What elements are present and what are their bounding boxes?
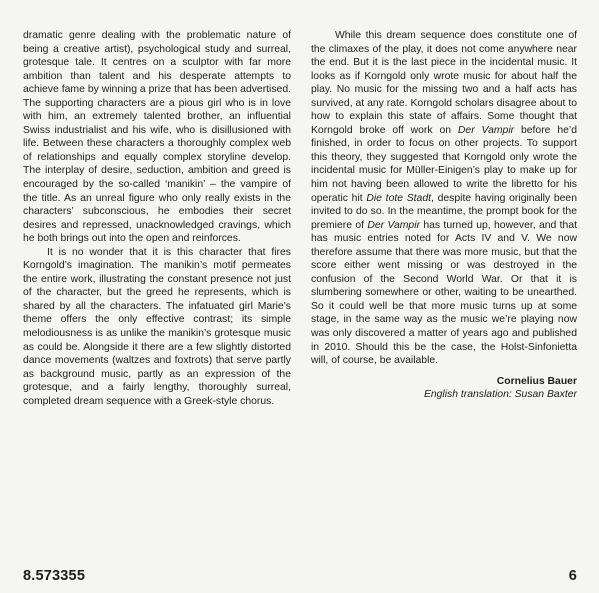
work-title: Der Vampir — [367, 219, 420, 231]
translator-credit: English translation: Susan Baxter — [423, 389, 577, 401]
paragraph — [311, 29, 577, 368]
text-run: While this dream sequence does constitute one of the climaxes of the play, it does not come anywhere near the end. But it is the last piece in the incidental music. It looks as if Korngold only wrote music for about half the play. No music for the missing two and a half acts has survived, at any rate. Korngold scholars disagree about to how to explain this state of affairs. Some thought that Korngold broke off work on — [311, 30, 577, 136]
catalog-number: 8.573355 — [23, 568, 86, 584]
work-title: Der Vampir — [457, 124, 515, 136]
paragraph: dramatic genre dealing with the problematic nature of being a creative artist), psychological study and surreal, grotesque tale. It centres on a sculptor with far more ambition than talent and his desperate attempts to achieve fame by winning a prize that has been advertised. The supporting characters are a pious girl who is in love with him, an extremely talented brother, an influential Swiss industrialist and his wife, who is disillusioned with life. Between these characters a thoroughly complex web of relationships and equally complex storyline develop. The interplay of desire, seduction, ambition and greed is encouraged by the so-called ‘manikin’ – the vampire of the title. As an unreal figure who only really exists in the characters’ subconscious, he embodies their secret desires and repressed, unacknowledged cravings, which he both brings out into the open and reinforces. — [23, 30, 291, 245]
page-number: 6 — [568, 568, 577, 584]
text-run: has turned up, however, and that has music entries noted for Acts IV and V. We now therefore assume that there was more music, but that the score either went missing or was destroyed in the confusion of the Second World War. Or that it is slumbering somewhere or other, waiting to be unearthed. So it could well be that more music turns up at some stage, in the same way as the music we’re playing now was only discovered a matter of years ago and published in 2010. Should this be the case, the Holst-Sinfonietta will, of course, be available. — [311, 219, 577, 367]
right-column — [311, 29, 577, 402]
left-column — [23, 29, 291, 408]
paragraph: It is no wonder that it is this character that fires Korngold’s imagination. The manikin’s motif permeates the entire work, illustrating the constant presence not just of the character, but the greed he represents, which is shared by all the characters. The infatuated girl Marie’s theme offers the only effective contrast; its simple melodiousness is as unlike the manikin’s grotesque music as could be. Alongside it there are a few slightly distorted dance movements (waltzes and foxtrots) that serve partly as background music, partly as an expression of the grotesque, and a fairly lengthy, thoroughly surreal, completed dream sequence with a Greek-style chorus. — [23, 246, 291, 407]
work-title: Die tote Stadt — [366, 192, 431, 204]
text-run: before he’d finished, in order to focus on other projects. To support this theory, they suggested that Korngold only wrote the incidental music for Müller-Einigen’s play to make up for him not having been allowed to write the libretto for his operatic hit — [311, 124, 577, 204]
signature — [311, 375, 577, 402]
author-name: Cornelius Bauer — [496, 375, 577, 387]
text-run: , despite having originally been invited to do so. In the meantime, the prompt book for the premiere of — [311, 192, 577, 231]
